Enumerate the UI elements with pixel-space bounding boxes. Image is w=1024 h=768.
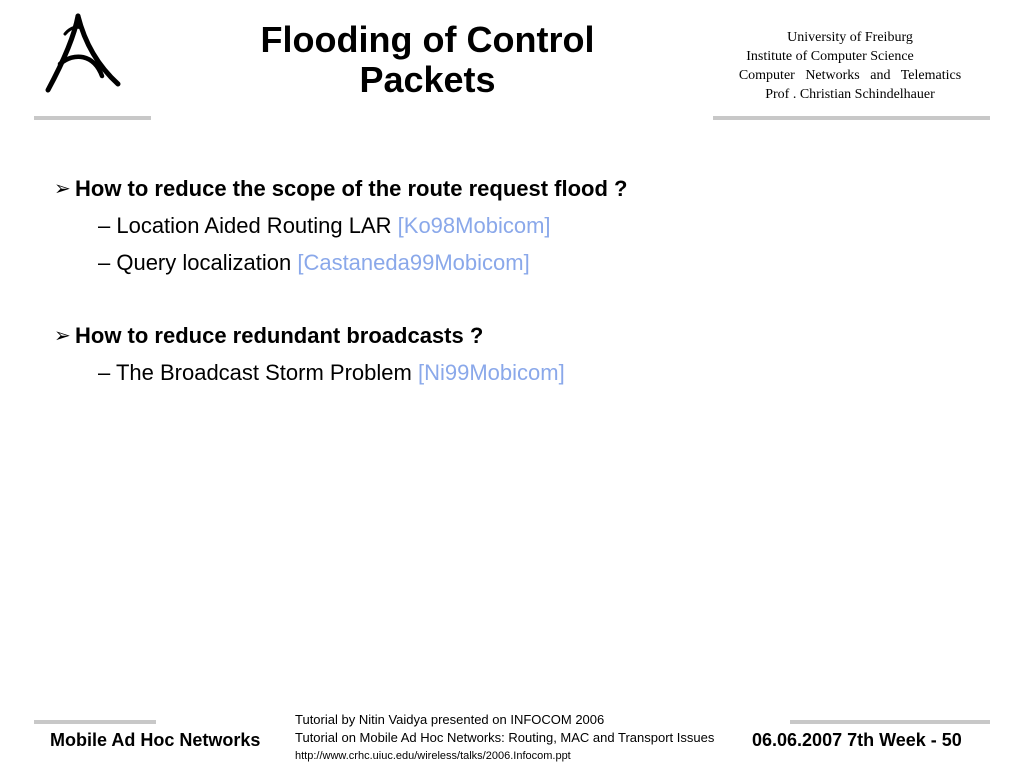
title-line-2: Packets <box>359 59 496 100</box>
slide-body <box>54 174 994 395</box>
sub-bullet-text: – Query localization <box>98 250 298 275</box>
bullet-heading-text: How to reduce redundant broadcasts ? <box>75 323 484 348</box>
bullet-arrow-icon: ➢ <box>54 325 71 347</box>
bullet-heading-text: How to reduce the scope of the route request flood ? <box>75 176 628 201</box>
footer-rule-left <box>34 720 156 724</box>
title-line-1: Flooding of Control <box>260 19 595 60</box>
bullet-heading <box>54 321 994 358</box>
institution-line-3: Computer Networks and Telematics <box>738 68 962 83</box>
citation-link[interactable]: [Ni99Mobicom] <box>417 360 565 385</box>
footer-credit-url[interactable]: http://www.crhc.uiuc.edu/wireless/talks/2006.Infocom.ppt <box>295 750 571 762</box>
footer-course: Mobile Ad Hoc Networks <box>50 730 261 750</box>
header-rule-left <box>34 116 151 120</box>
institution-line-1: University of Freiburg <box>787 30 913 45</box>
bullet-heading <box>54 174 994 211</box>
bullet-arrow-icon: ➢ <box>54 178 71 200</box>
citation-link[interactable]: [Castaneda99Mobicom] <box>297 250 530 275</box>
sub-bullet-text: – The Broadcast Storm Problem <box>98 360 418 385</box>
institution-block <box>700 28 1000 104</box>
footer-date-page: 06.06.2007 7th Week - 50 <box>752 730 962 750</box>
footer-credits <box>295 711 714 765</box>
footer-rule-right <box>790 720 990 724</box>
footer-credit-line-2: Tutorial on Mobile Ad Hoc Networks: Routing, MAC and Transport Issues <box>295 730 715 745</box>
sub-bullet-text: – Location Aided Routing LAR <box>98 213 398 238</box>
sub-bullet <box>54 248 994 285</box>
header-rule-right <box>713 116 990 120</box>
slide-title <box>220 20 635 100</box>
footer-credit-line-1: Tutorial by Nitin Vaidya presented on INFOCOM 2006 <box>295 712 605 727</box>
freiburg-logo-icon <box>40 12 130 102</box>
sub-bullet <box>54 211 994 248</box>
institution-line-4: Prof . Christian Schindelhauer <box>765 87 935 102</box>
institution-line-2: Institute of Computer Science <box>746 49 914 64</box>
sub-bullet <box>54 358 994 395</box>
citation-link[interactable]: [Ko98Mobicom] <box>397 213 551 238</box>
